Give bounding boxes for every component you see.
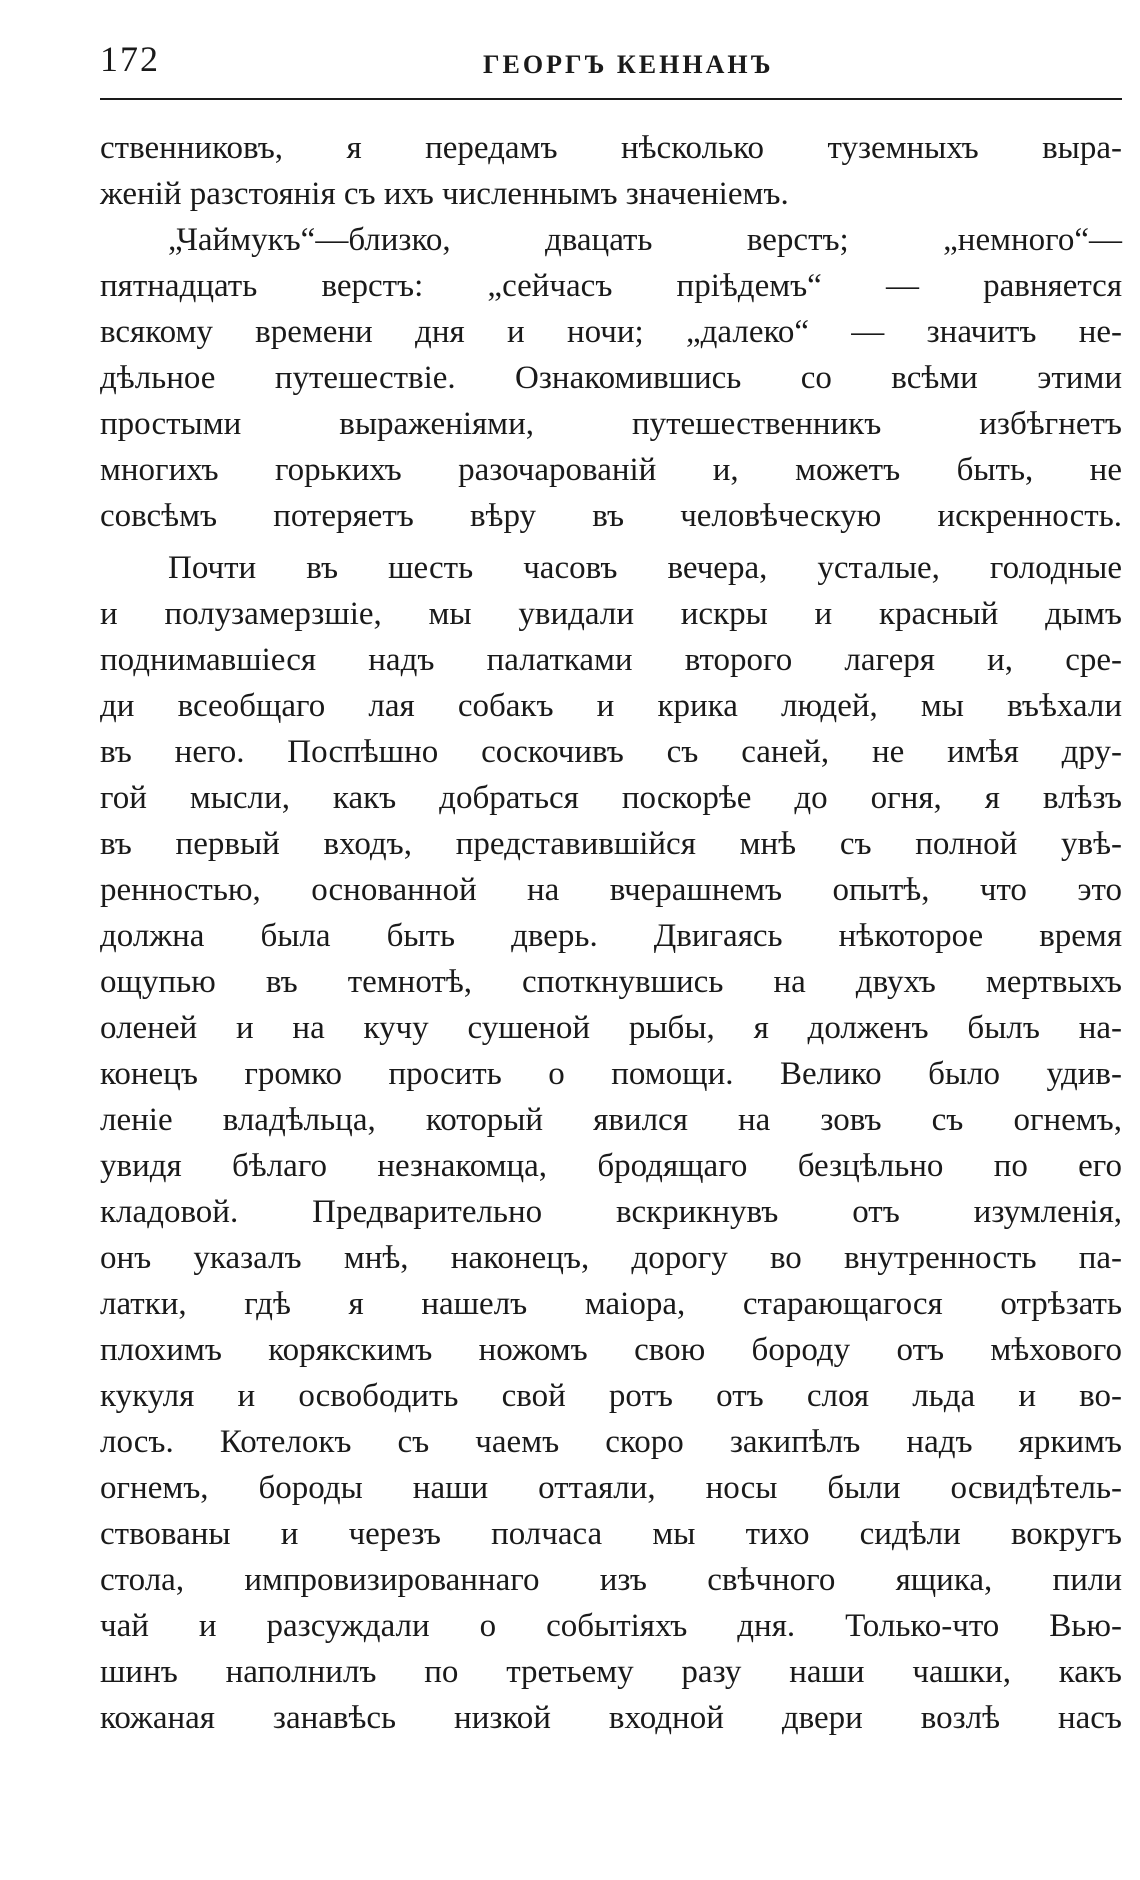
text-line: огнемъ, бороды наши оттаяли, носы были освидѣтель- bbox=[100, 1470, 1122, 1506]
text-line: чай и разсуждали о событіяхъ дня. Только-что Вью- bbox=[100, 1608, 1122, 1644]
text-line: должна была быть дверь. Двигаясь нѣкоторое время bbox=[100, 918, 1122, 954]
text-line: совсѣмъ потеряетъ вѣру въ человѣческую искренность. bbox=[100, 498, 1122, 534]
page-number: 172 bbox=[100, 39, 160, 79]
text-line: кукуля и освободить свой ротъ отъ слоя льда и во- bbox=[100, 1378, 1122, 1414]
text-line: ствованы и черезъ полчаса мы тихо сидѣли вокругъ bbox=[100, 1516, 1122, 1552]
text-line: въ него. Поспѣшно соскочивъ съ саней, не имѣя дру- bbox=[100, 734, 1122, 770]
text-line: увидя бѣлаго незнакомца, бродящаго безцѣльно по его bbox=[100, 1148, 1122, 1184]
body-text bbox=[100, 125, 1122, 1741]
text-line: оленей и на кучу сушеной рыбы, я долженъ былъ на- bbox=[100, 1010, 1122, 1046]
text-line: дѣльное путешествіе. Ознакомившись со всѣми этими bbox=[100, 360, 1122, 396]
text-line: всякому времени дня и ночи; „далеко“ — значитъ не- bbox=[100, 314, 1122, 350]
header-rule bbox=[100, 98, 1122, 100]
text-line: кожаная занавѣсь низкой входной двери возлѣ насъ bbox=[100, 1700, 1122, 1736]
text-line: леніе владѣльца, который явился на зовъ съ огнемъ, bbox=[100, 1102, 1122, 1138]
text-line: конецъ громко просить о помощи. Велико было удив- bbox=[100, 1056, 1122, 1092]
text-line: кладовой. Предварительно вскрикнувъ отъ изумленія, bbox=[100, 1194, 1122, 1230]
text-line: ственниковъ, я передамъ нѣсколько туземныхъ выра- bbox=[100, 130, 1122, 166]
text-line: въ первый входъ, представившійся мнѣ съ полной увѣ- bbox=[100, 826, 1122, 862]
page-header bbox=[100, 38, 1122, 88]
text-line: ренностью, основанной на вчерашнемъ опытѣ, что это bbox=[100, 872, 1122, 908]
running-head: ГЕОРГЪ КЕННАНЪ bbox=[483, 50, 774, 79]
text-line: многихъ горькихъ разочарованій и, можетъ быть, не bbox=[100, 452, 1122, 488]
text-line: латки, гдѣ я нашелъ маіора, старающагося отрѣзать bbox=[100, 1286, 1122, 1322]
text-line: ощупью въ темнотѣ, споткнувшись на двухъ мертвыхъ bbox=[100, 964, 1122, 1000]
text-line: плохимъ корякскимъ ножомъ свою бороду отъ мѣхового bbox=[100, 1332, 1122, 1368]
text-line: женій разстоянія съ ихъ численнымъ значеніемъ. bbox=[100, 176, 789, 212]
text-line: и полузамерзшіе, мы увидали искры и красный дымъ bbox=[100, 596, 1122, 632]
text-line: простыми выраженіями, путешественникъ избѣгнетъ bbox=[100, 406, 1122, 442]
text-line: Почти въ шесть часовъ вечера, усталые, голодные bbox=[168, 550, 1122, 586]
text-line: стола, импровизированнаго изъ свѣчного ящика, пили bbox=[100, 1562, 1122, 1598]
text-line: пятнадцать верстъ: „сейчасъ пріѣдемъ“ — равняется bbox=[100, 268, 1122, 304]
text-line: онъ указалъ мнѣ, наконецъ, дорогу во внутренность па- bbox=[100, 1240, 1122, 1276]
text-line: гой мысли, какъ добраться поскорѣе до огня, я влѣзъ bbox=[100, 780, 1122, 816]
text-line: ди всеобщаго лая собакъ и крика людей, мы въѣхали bbox=[100, 688, 1122, 724]
text-line: шинъ наполнилъ по третьему разу наши чашки, какъ bbox=[100, 1654, 1122, 1690]
text-line: поднимавшіеся надъ палатками второго лагеря и, сре- bbox=[100, 642, 1122, 678]
text-line: лосъ. Котелокъ съ чаемъ скоро закипѣлъ надъ яркимъ bbox=[100, 1424, 1122, 1460]
text-line: „Чаймукъ“—близко, двацать верстъ; „немного“— bbox=[168, 222, 1122, 258]
